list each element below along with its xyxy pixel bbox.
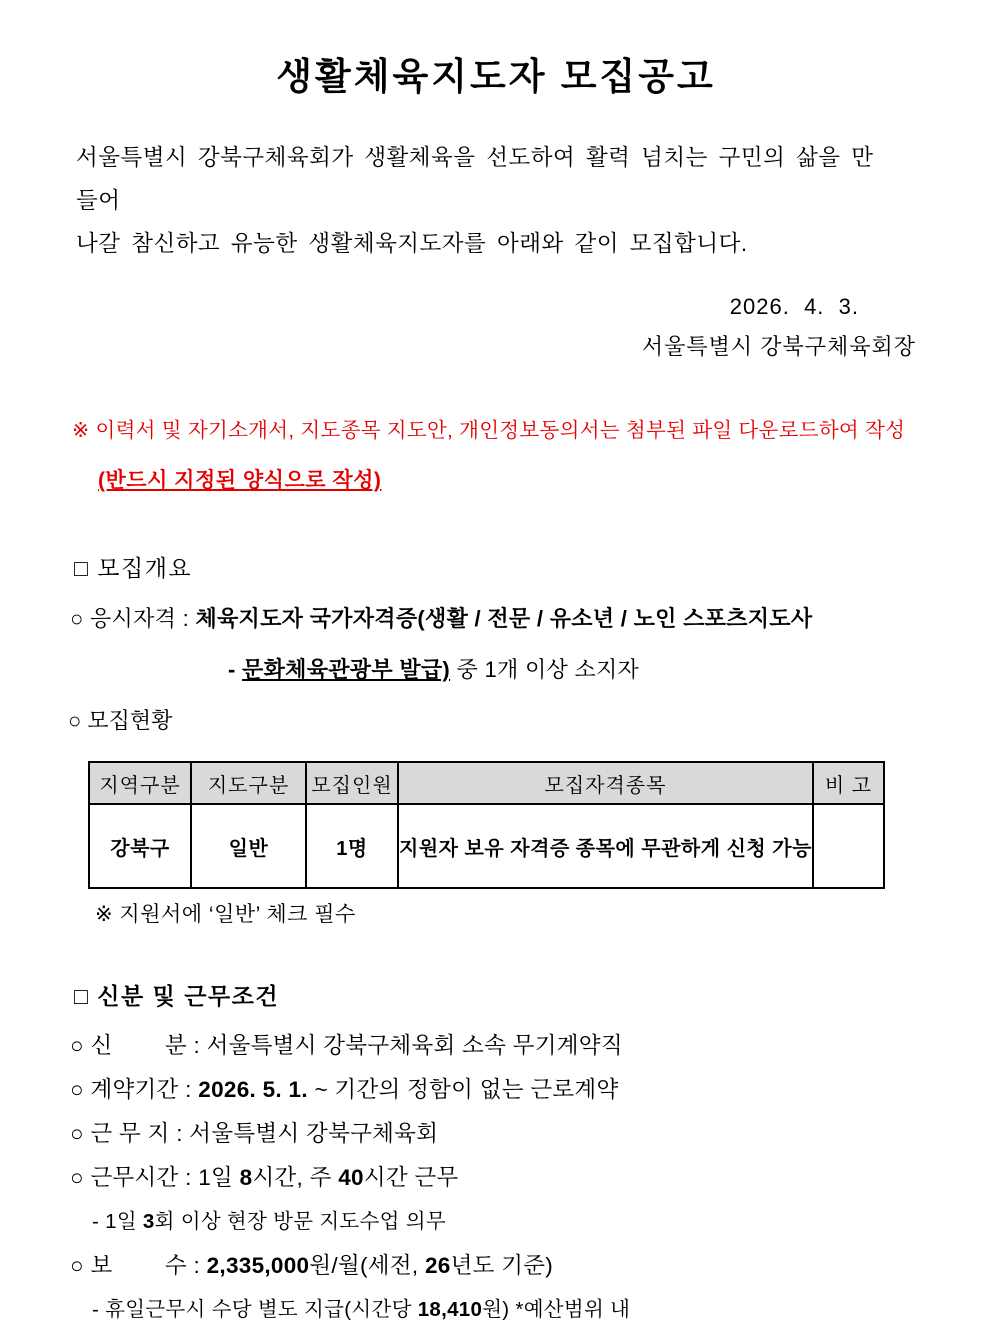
section-conditions-heading: □ 신분 및 근무조건 xyxy=(74,983,280,1009)
recruitment-table xyxy=(88,761,885,889)
qualification-cell: 지원자 보유 자격증 종목에 무관하게 신청 가능 xyxy=(398,804,813,888)
header-qualification: 모집자격종목 xyxy=(398,762,813,804)
region-cell: 강북구 xyxy=(89,804,191,888)
section-overview-heading: □ 모집개요 xyxy=(74,555,193,581)
section-conditions xyxy=(0,978,992,1323)
category-cell: 일반 xyxy=(191,804,306,888)
employment-status-line: ○ 신 분 : 서울특별시 강북구체육회 소속 무기계약직 xyxy=(70,1033,623,1058)
notice-line-2: (반드시 지정된 양식으로 작성) xyxy=(98,469,382,492)
working-hours-line: ○ 근무시간 : 1일 8시간, 주 40시간 근무 xyxy=(70,1165,459,1190)
header-headcount: 모집인원 xyxy=(306,762,398,804)
intro-line-1: 서울특별시 강북구체육회가 생활체육을 선도하여 활력 넘치는 구민의 삶을 만들어 xyxy=(76,145,874,213)
remarks-cell xyxy=(813,804,884,888)
page-title: 생활체육지도자 모집공고 xyxy=(276,56,716,97)
workplace-line: ○ 근 무 지 : 서울특별시 강북구체육회 xyxy=(70,1121,439,1146)
table-note: ※ 지원서에 ‘일반’ 체크 필수 xyxy=(95,903,356,926)
qualification-line-1: ○ 응시자격 : 체육지도자 국가자격증(생활 / 전문 / 유소년 / 노인 스포츠지도사 xyxy=(70,606,813,631)
qualification-line-2: - 문화체육관광부 발급) 중 1개 이상 소지자 xyxy=(228,657,640,682)
field-visit-note-line: - 1일 3회 이상 현장 방문 지도수업 의무 xyxy=(92,1210,446,1233)
intro-paragraph xyxy=(76,136,888,265)
salary-line: ○ 보 수 : 2,335,000원/월(세전, 26년도 기준) xyxy=(70,1253,554,1278)
contract-period-line: ○ 계약기간 : 2026. 5. 1. ~ 기간의 정함이 없는 근로계약 xyxy=(70,1077,619,1102)
signoff-block xyxy=(0,287,992,367)
intro-line-2: 나갈 참신하고 유능한 생활체육지도자를 아래와 같이 모집합니다. xyxy=(76,231,748,256)
notice-line-1: ※ 이력서 및 자기소개서, 지도종목 지도안, 개인정보동의서는 첨부된 파일 다운로드하여 작성 xyxy=(72,419,906,442)
headcount-cell: 1명 xyxy=(306,804,398,888)
recruitment-status-label: ○ 모집현황 xyxy=(68,708,173,733)
header-category: 지도구분 xyxy=(191,762,306,804)
header-remarks: 비 고 xyxy=(813,762,884,804)
table-header-row xyxy=(89,762,884,804)
signer-line: 서울특별시 강북구체육회장 xyxy=(641,334,916,359)
table-row xyxy=(89,804,884,888)
announcement-date: 2026. 4. 3. xyxy=(729,294,859,319)
header-region: 지역구분 xyxy=(89,762,191,804)
holiday-pay-note-line: - 휴일근무시 수당 별도 지급(시간당 18,410원) *예산범위 내 xyxy=(92,1298,631,1321)
red-notice-block xyxy=(0,413,992,494)
